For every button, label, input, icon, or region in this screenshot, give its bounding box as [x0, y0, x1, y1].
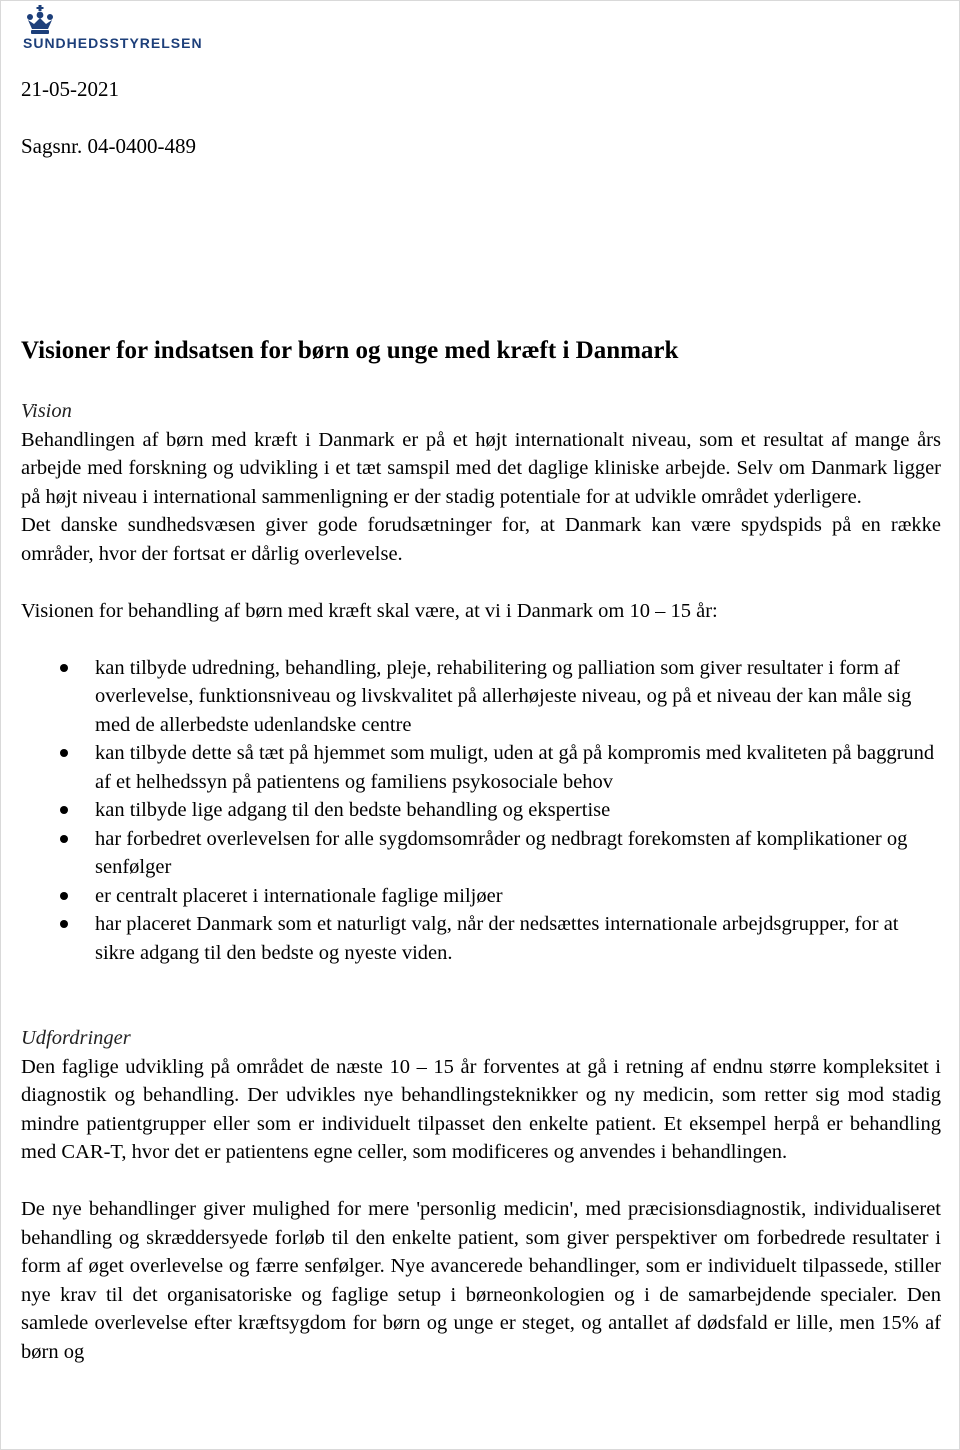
list-item: kan tilbyde udredning, behandling, pleje, rehabilitering og palliation som giver resultater i form af overlevelse, funktionsniveau og livskvalitet på allerhøjeste niveau, og på et niveau der kan måle sig med de allerbedste udenlandske centre [21, 654, 941, 740]
document-body [21, 397, 941, 1366]
bullet-icon [60, 749, 68, 757]
list-item: har placeret Danmark som et naturligt valg, når der nedsættes internationale arbejdsgrupper, for at sikre adgang til den bedste og nyeste viden. [21, 910, 941, 967]
bullet-icon [60, 920, 68, 928]
section-heading-vision: Vision [21, 400, 72, 422]
list-item: er centralt placeret i internationale faglige miljøer [21, 882, 941, 911]
section-heading-challenges: Udfordringer [21, 1027, 131, 1049]
vision-paragraph-2: Det danske sundhedsvæsen giver gode forudsætninger for, at Danmark kan være spydspids på en række områder, hvor der fortsat er dårlig overlevelse. [21, 514, 941, 565]
bullet-icon [60, 892, 68, 900]
document-title: Visioner for indsatsen for børn og unge med kræft i Danmark [21, 337, 679, 364]
bullet-icon [60, 835, 68, 843]
vision-bullet-list [21, 654, 941, 968]
sundhedsstyrelsen-logo [23, 5, 203, 51]
bullet-icon [60, 664, 68, 672]
vision-paragraph-1: Behandlingen af børn med kræft i Danmark er på et højt internationalt niveau, som et resultat af mange års arbejde med forskning og udvikling i et tæt samspil med det daglige kliniske arbejde. Selv om Danmark ligger på højt niveau i international sammenligning er der stadig potentiale for at udvikle området yderligere. [21, 428, 941, 508]
list-item: har forbedret overlevelsen for alle sygdomsområder og nedbragt forekomsten af komplikationer og senfølger [21, 825, 941, 882]
list-item: kan tilbyde dette så tæt på hjemmet som muligt, uden at gå på kompromis med kvaliteten på baggrund af et helhedssyn på patientens og familiens psykosociale behov [21, 739, 941, 796]
challenges-paragraph-2: De nye behandlinger giver mulighed for mere 'personlig medicin', med præcisionsdiagnostik, individualiseret behandling og skræddersyede forløb til den enkelte patient, som giver perspektiver om forbedrede resultater i form af øget overlevelse og færre senfølger. Nye avancerede behandlinger, som er individuelt tilpassede, stiller nye krav til det organisatoriske og faglige setup i børneonkologien og i de samarbejdende specialer. Den samlede overlevelse efter kræftsygdom for børn og unge er steget, og antallet af dødsfald er lille, men 15% af børn og [21, 1198, 941, 1363]
crown-icon [25, 5, 55, 37]
list-item: kan tilbyde lige adgang til den bedste behandling og ekspertise [21, 796, 941, 825]
case-number: Sagsnr. 04-0400-489 [21, 134, 196, 158]
logo-text: SUNDHEDSSTYRELSEN [23, 35, 203, 51]
vision-intro: Visionen for behandling af børn med kræft skal være, at vi i Danmark om 10 – 15 år: [21, 599, 718, 622]
challenges-paragraph-1: Den faglige udvikling på området de næste 10 – 15 år forventes at gå i retning af endnu større kompleksitet i diagnostik og behandling. Der udvikles nye behandlingsteknikker og ny medicin, som retter sig mod stadig mindre patientgrupper eller som er individuelt tilpasset den enkelte patient. Et eksempel herpå er behandling med CAR-T, hvor det er patientens egne celler, som modificeres og anvendes i behandlingen. [21, 1055, 941, 1163]
bullet-icon [60, 806, 68, 814]
document-date: 21-05-2021 [21, 77, 119, 101]
